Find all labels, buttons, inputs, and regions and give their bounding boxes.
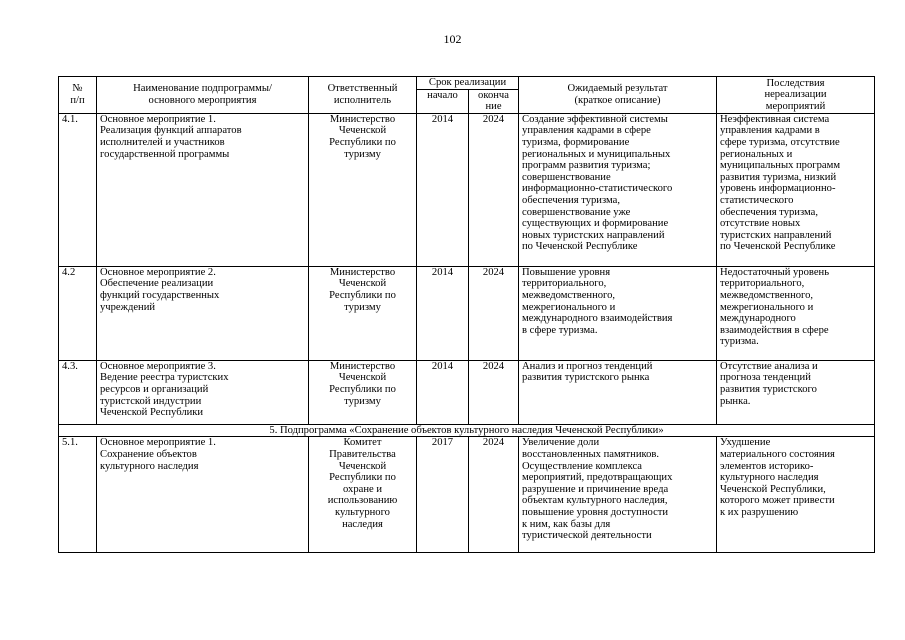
row-result: Создание эффективной системы управления кадрами в сфере туризма, формирование региональных и муниципальных программ развития туризма; совершенствование информационно-статистического обеспечения туризма, совершенствование уже существующих и формирование новых туристских направлений по Чеченской Республике <box>519 113 717 266</box>
row-executor: Министерство Чеченской Республики по туризму <box>309 360 417 424</box>
table-row <box>59 266 875 360</box>
header-num: № п/п <box>59 77 97 114</box>
row-consequences: Отсутствие анализа и прогноза тенденций развития туристского рынка. <box>717 360 875 424</box>
row-start: 2014 <box>417 113 469 266</box>
row-name: Основное мероприятие 3. Ведение реестра туристских ресурсов и организаций туристской индустрии Чеченской Республики <box>97 360 309 424</box>
header-end: оконча ние <box>469 89 519 113</box>
row-consequences: Ухудшение материального состояния элементов историко- культурного наследия Чеченской Республики, которого может привести к их разрушению <box>717 437 875 553</box>
header-row <box>59 77 875 90</box>
program-table <box>58 76 875 553</box>
header-consequences: Последствия нереализации мероприятий <box>717 77 875 114</box>
row-name: Основное мероприятие 2. Обеспечение реализации функций государственных учреждений <box>97 266 309 360</box>
row-executor: Комитет Правительства Чеченской Республики по охране и использованию культурного наследия <box>309 437 417 553</box>
section-title: 5. Подпрограмма «Сохранение объектов культурного наследия Чеченской Республики» <box>59 424 875 437</box>
page-number: 102 <box>443 32 462 46</box>
row-end: 2024 <box>469 266 519 360</box>
row-num: 5.1. <box>59 437 97 553</box>
table-row <box>59 437 875 553</box>
header-name: Наименование подпрограммы/ основного мероприятия <box>97 77 309 114</box>
row-start: 2017 <box>417 437 469 553</box>
table-row <box>59 360 875 424</box>
header-period: Срок реализации <box>417 77 519 90</box>
row-start: 2014 <box>417 266 469 360</box>
header-start: начало <box>417 89 469 113</box>
row-executor: Министерство Чеченской Республики по туризму <box>309 113 417 266</box>
row-name: Основное мероприятие 1. Реализация функций аппаратов исполнителей и участников государственной программы <box>97 113 309 266</box>
row-consequences: Недостаточный уровень территориального, межведомственного, межрегионального и международного взаимодействия в сфере туризма. <box>717 266 875 360</box>
row-executor: Министерство Чеченской Республики по туризму <box>309 266 417 360</box>
row-result: Анализ и прогноз тенденций развития туристского рынка <box>519 360 717 424</box>
row-num: 4.1. <box>59 113 97 266</box>
row-num: 4.3. <box>59 360 97 424</box>
row-name: Основное мероприятие 1. Сохранение объектов культурного наследия <box>97 437 309 553</box>
row-result: Повышение уровня территориального, межведомственного, межрегионального и международного взаимодействия в сфере туризма. <box>519 266 717 360</box>
row-end: 2024 <box>469 437 519 553</box>
row-consequences: Неэффективная система управления кадрами в сфере туризма, отсутствие региональных и муниципальных программ развития туризма, низкий уровень информационно- статистического обеспечения туризма, отсутствие новых туристских направлений по Чеченской Республике <box>717 113 875 266</box>
section-row <box>59 424 875 437</box>
header-executor: Ответственный исполнитель <box>309 77 417 114</box>
row-result: Увеличение доли восстановленных памятников. Осуществление комплекса мероприятий, предотвращающих разрушение и причинение вреда объектам культурного наследия, повышение уровня доступности к ним, как базы для туристической деятельности <box>519 437 717 553</box>
row-num: 4.2 <box>59 266 97 360</box>
header-result: Ожидаемый результат (краткое описание) <box>519 77 717 114</box>
row-start: 2014 <box>417 360 469 424</box>
table-row <box>59 113 875 266</box>
row-end: 2024 <box>469 360 519 424</box>
row-end: 2024 <box>469 113 519 266</box>
